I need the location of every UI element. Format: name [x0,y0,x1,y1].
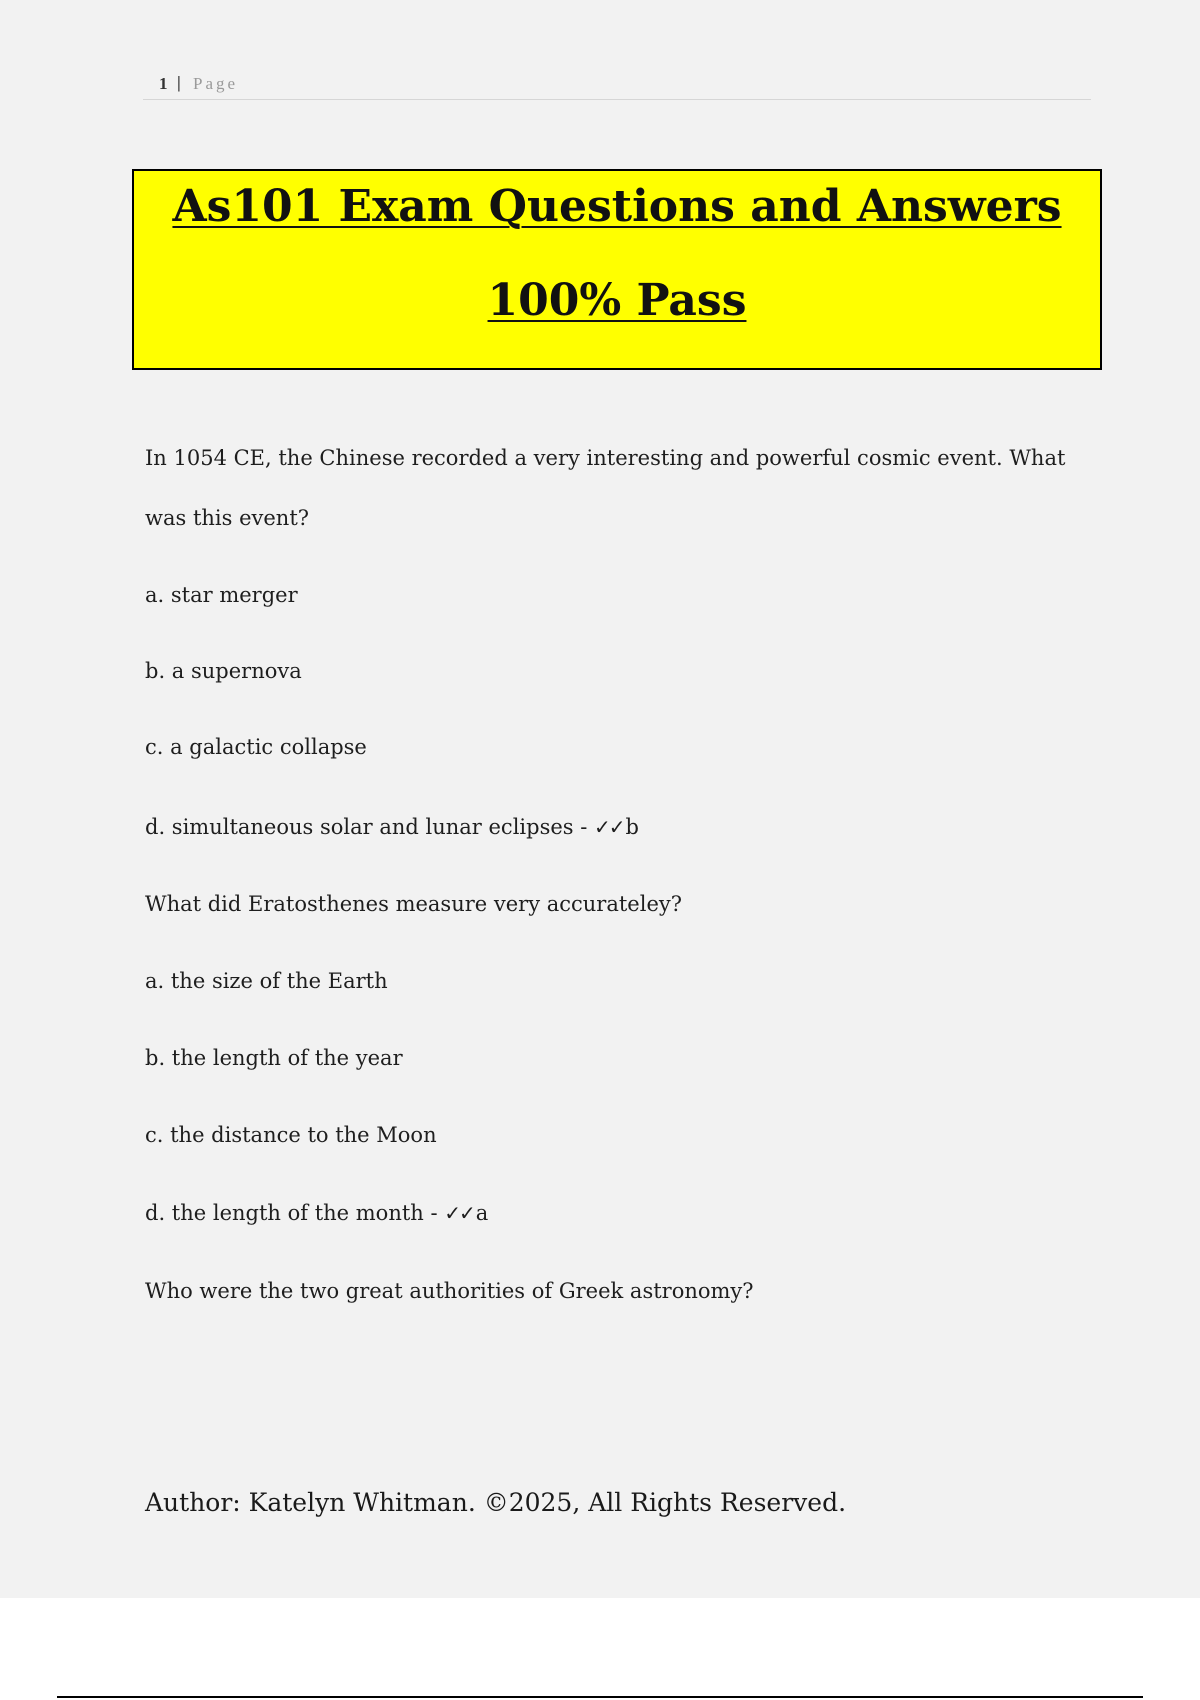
checkmark-icon: ✓✓ [594,815,624,839]
question-1-option-d [145,815,639,839]
question-1-option-b: b. a supernova [145,659,302,683]
question-1-option-c: c. a galactic collapse [145,735,367,759]
question-1-answer: b [625,815,639,839]
page-header [143,68,1091,100]
question-1-prompt-line-2: was this event? [145,506,310,530]
bottom-divider [57,1696,1143,1698]
title-banner [132,169,1102,370]
page-number: 1 [159,74,168,93]
checkmark-icon: ✓✓ [444,1201,474,1225]
document-subtitle: 100% Pass [487,275,747,326]
question-2-option-d [145,1201,488,1225]
question-2-option-b: b. the length of the year [145,1046,403,1070]
page-label: Page [193,74,239,93]
question-1-option-d-text: d. simultaneous solar and lunar eclipses - [145,815,594,839]
author-footer: Author: Katelyn Whitman. ©2025, All Rights Reserved. [145,1488,847,1517]
question-2-option-c: c. the distance to the Moon [145,1123,437,1147]
document-title: As101 Exam Questions and Answers [172,181,1062,232]
question-2-prompt: What did Eratosthenes measure very accurateley? [145,892,682,916]
question-2-option-a: a. the size of the Earth [145,969,388,993]
page-separator: | [177,73,181,92]
question-2-answer: a [475,1201,489,1225]
question-3-prompt: Who were the two great authorities of Greek astronomy? [145,1279,754,1303]
question-1-prompt-line-1: In 1054 CE, the Chinese recorded a very interesting and powerful cosmic event. What [145,446,1066,470]
question-2-option-d-text: d. the length of the month - [145,1201,445,1225]
question-1-option-a: a. star merger [145,583,298,607]
